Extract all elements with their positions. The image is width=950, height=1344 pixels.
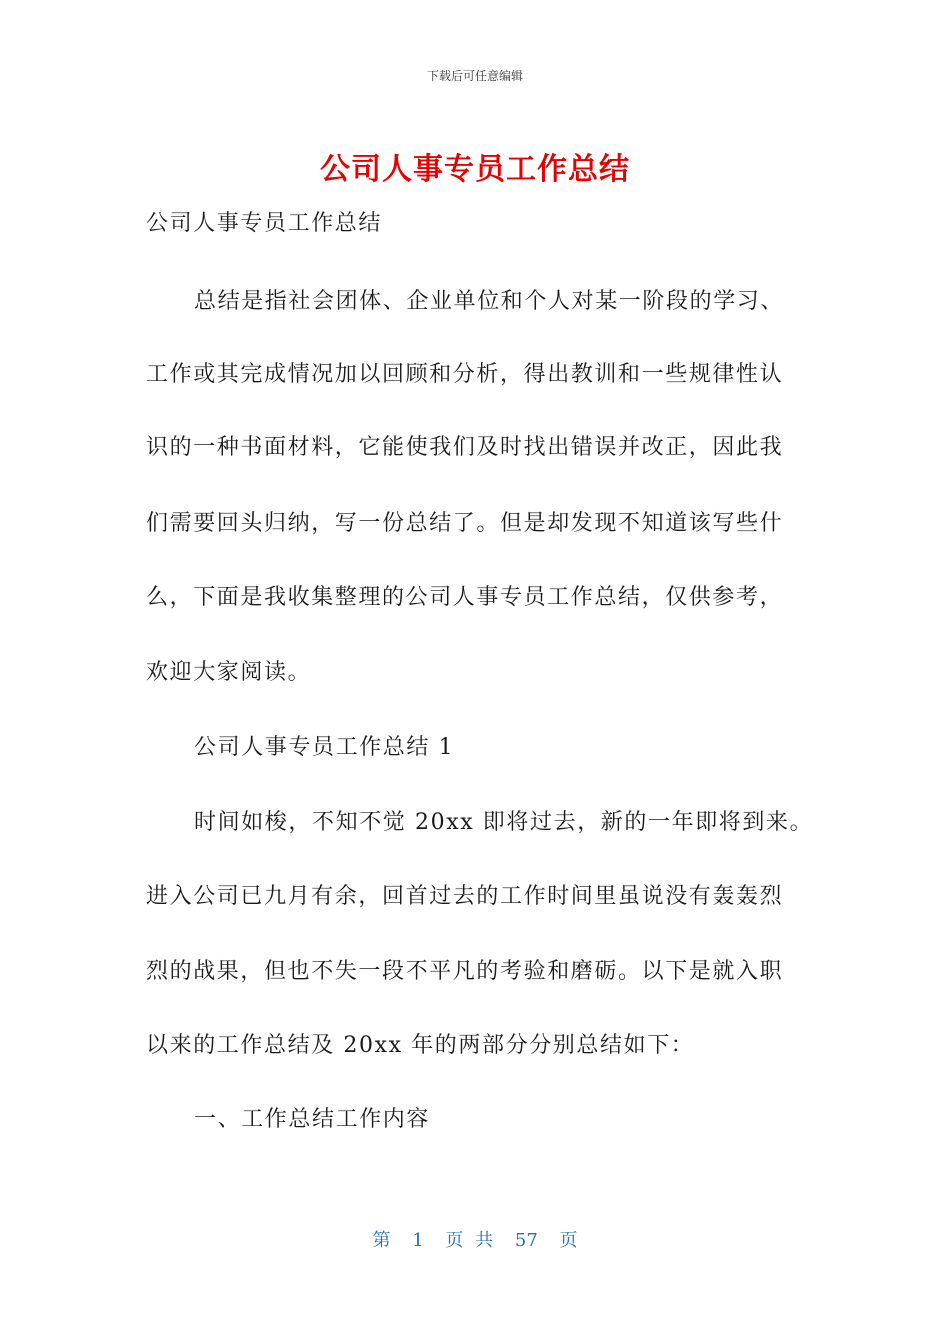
footer-page-number: 1	[412, 1230, 424, 1251]
paragraph-line: 们需要回头归纳，写一份总结了。但是却发现不知道该写些什	[146, 511, 784, 536]
paragraph-line: 识的一种书面材料，它能使我们及时找出错误并改正，因此我	[146, 435, 784, 460]
subtitle-line: 公司人事专员工作总结	[146, 211, 383, 236]
footer-suffix: 页	[559, 1230, 578, 1251]
paragraph-line: 么，下面是我收集整理的公司人事专员工作总结，仅供参考，	[146, 585, 784, 610]
header-note: 下载后可任意编辑	[426, 69, 523, 83]
footer-prefix: 第	[372, 1230, 391, 1251]
paragraph-line: 烈的战果，但也不失一段不平凡的考验和磨砺。以下是就入职	[146, 959, 784, 984]
page-footer	[0, 1226, 950, 1252]
paragraph-line: 总结是指社会团体、企业单位和个人对某一阶段的学习、	[194, 289, 785, 314]
paragraph-line: 以来的工作总结及 20xx 年的两部分分别总结如下：	[146, 1033, 695, 1058]
section-heading: 公司人事专员工作总结 1	[194, 735, 455, 760]
document-title: 公司人事专员工作总结	[320, 152, 630, 187]
section-heading: 一、工作总结工作内容	[194, 1107, 431, 1132]
paragraph-line: 欢迎大家阅读。	[146, 660, 312, 685]
paragraph-line: 进入公司已九月有余，回首过去的工作时间里虽说没有轰轰烈	[146, 884, 784, 909]
footer-mid: 页 共	[445, 1230, 494, 1251]
footer-total-pages: 57	[514, 1230, 538, 1251]
paragraph-line: 时间如梭，不知不觉 20xx 即将过去，新的一年即将到来。	[194, 810, 814, 835]
paragraph-line: 工作或其完成情况加以回顾和分析，得出教训和一些规律性认	[146, 362, 784, 387]
